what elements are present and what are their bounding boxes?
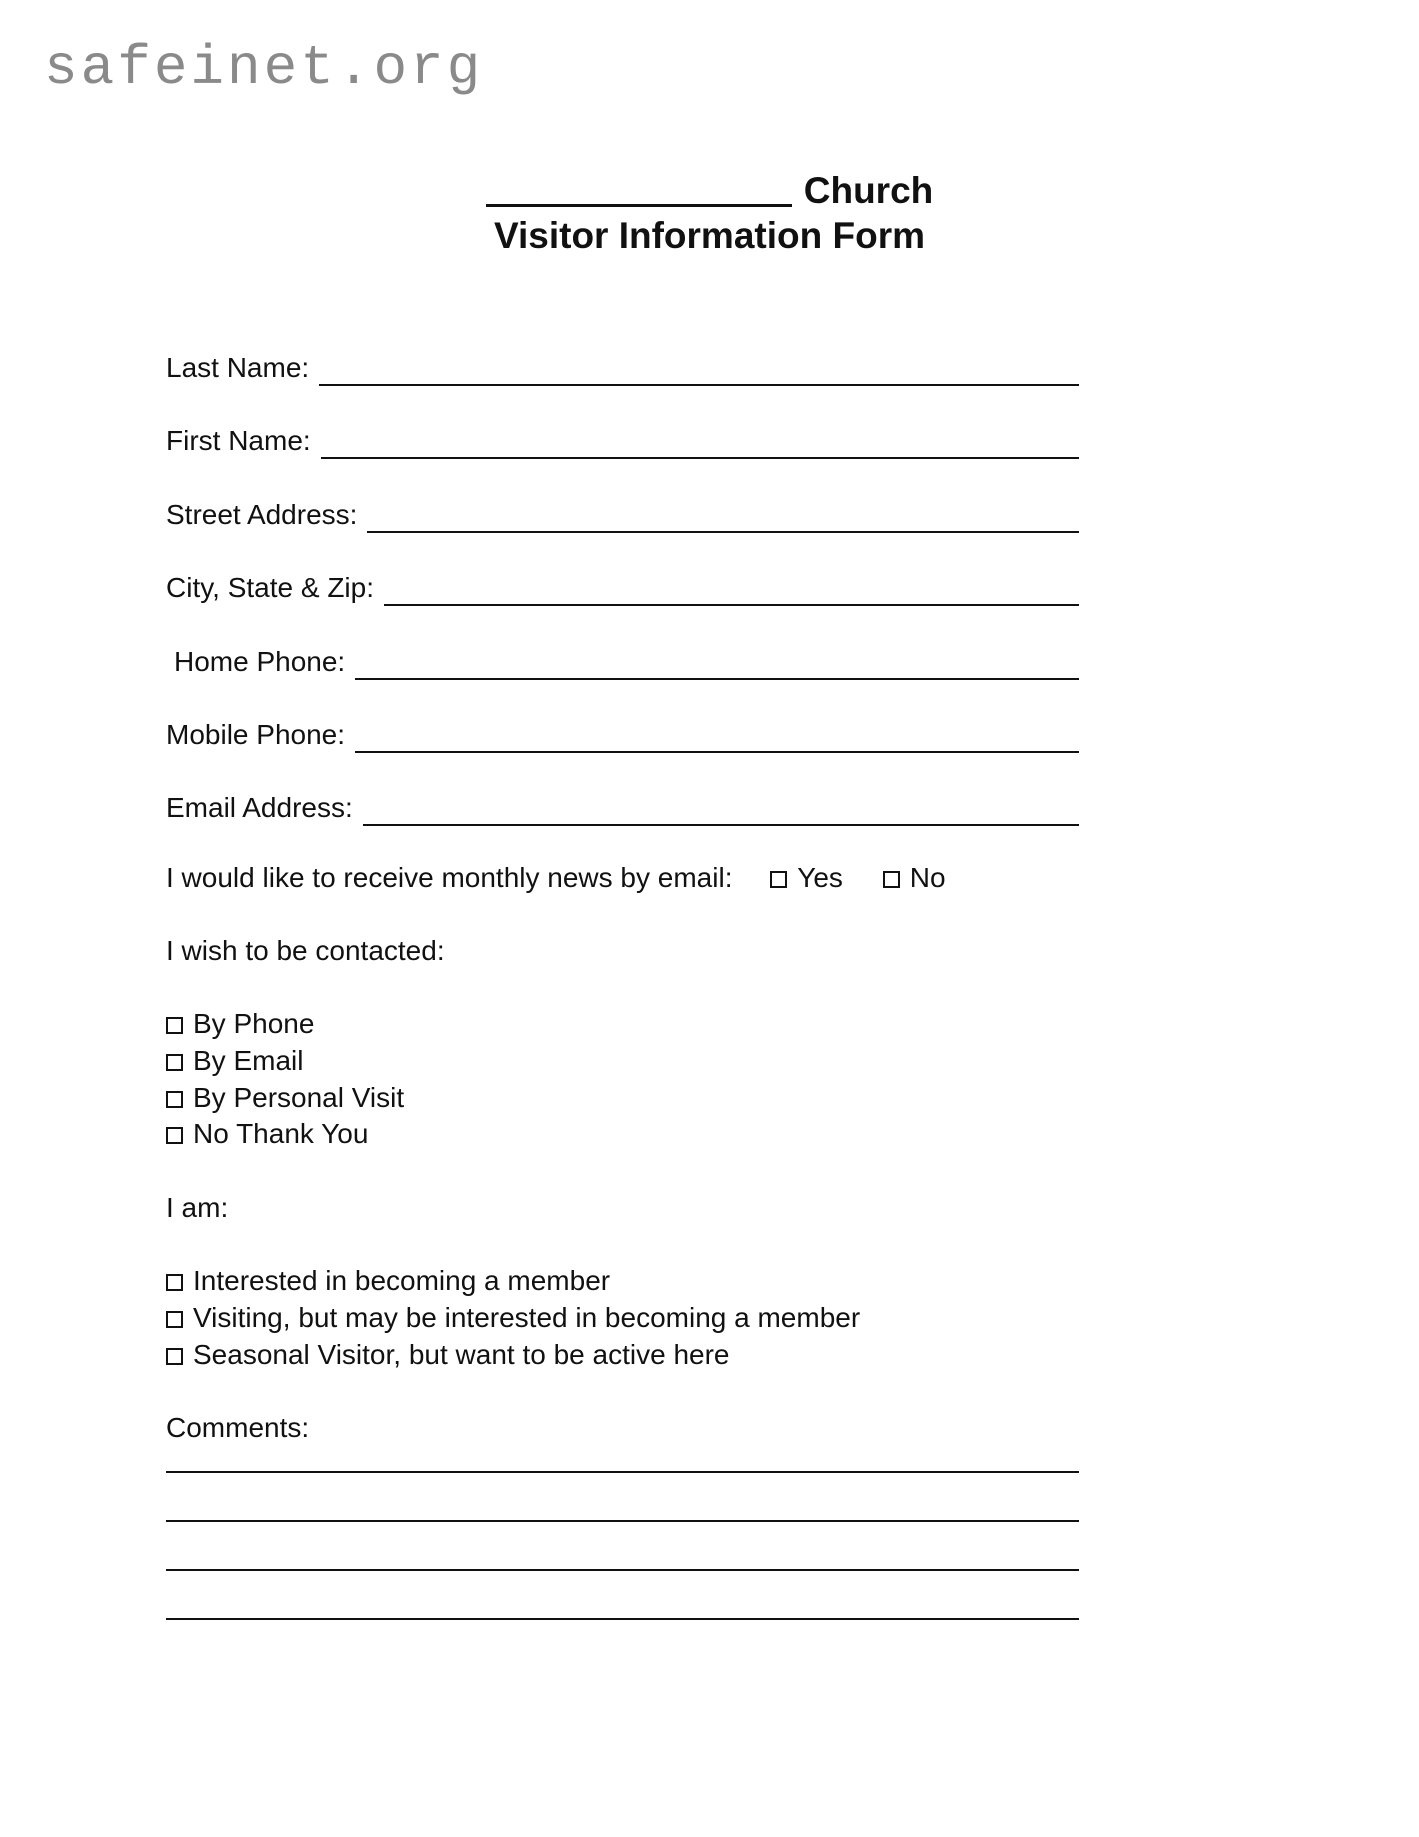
mobile-phone-input-line[interactable] <box>355 749 1079 753</box>
contact-option-email[interactable] <box>166 1047 303 1075</box>
newsletter-row <box>166 864 946 892</box>
street-address-field <box>166 489 1079 529</box>
status-option-interested[interactable] <box>166 1267 610 1295</box>
city-state-zip-field <box>166 562 1079 602</box>
home-phone-field <box>174 636 1079 676</box>
contact-option-none[interactable] <box>166 1120 368 1148</box>
mobile-phone-label: Mobile Phone: <box>166 719 346 750</box>
contact-phone-checkbox[interactable] <box>166 1017 183 1034</box>
watermark-text: safeinet.org <box>44 36 484 100</box>
last-name-label: Last Name: <box>166 352 310 383</box>
status-visiting-label: Visiting, but may be interested in becoming a member <box>193 1302 861 1333</box>
comment-line-1[interactable] <box>166 1471 1079 1473</box>
street-address-label: Street Address: <box>166 499 358 530</box>
status-seasonal-checkbox[interactable] <box>166 1348 183 1365</box>
contact-option-phone[interactable] <box>166 1010 314 1038</box>
last-name-field <box>166 342 1079 382</box>
status-visiting-checkbox[interactable] <box>166 1311 183 1328</box>
status-interested-label: Interested in becoming a member <box>193 1265 611 1296</box>
status-interested-checkbox[interactable] <box>166 1274 183 1291</box>
newsletter-no-option[interactable] <box>883 864 946 892</box>
newsletter-question: I would like to receive monthly news by email: <box>166 862 733 893</box>
first-name-input-line[interactable] <box>321 455 1079 459</box>
home-phone-input-line[interactable] <box>355 676 1079 680</box>
contact-phone-label: By Phone <box>193 1008 315 1039</box>
church-suffix: Church <box>803 170 934 211</box>
comment-line-3[interactable] <box>166 1569 1079 1571</box>
newsletter-yes-option[interactable] <box>770 864 843 892</box>
status-seasonal-label: Seasonal Visitor, but want to be active here <box>193 1339 730 1370</box>
first-name-label: First Name: <box>166 425 311 456</box>
contact-email-label: By Email <box>193 1045 304 1076</box>
contact-email-checkbox[interactable] <box>166 1054 183 1071</box>
email-address-label: Email Address: <box>166 792 353 823</box>
home-phone-label: Home Phone: <box>174 646 346 677</box>
status-option-seasonal[interactable] <box>166 1341 729 1369</box>
contact-option-visit[interactable] <box>166 1084 404 1112</box>
newsletter-yes-label: Yes <box>797 862 843 893</box>
church-title <box>0 168 1419 209</box>
contact-visit-checkbox[interactable] <box>166 1091 183 1108</box>
email-address-input-line[interactable] <box>363 822 1079 826</box>
comment-line-4[interactable] <box>166 1618 1079 1620</box>
status-question: I am: <box>166 1192 229 1223</box>
first-name-field <box>166 415 1079 455</box>
contact-question: I wish to be contacted: <box>166 935 445 966</box>
street-address-input-line[interactable] <box>367 529 1079 533</box>
city-state-zip-input-line[interactable] <box>384 602 1079 606</box>
comments-label: Comments: <box>166 1412 310 1443</box>
last-name-input-line[interactable] <box>319 382 1079 386</box>
email-address-field <box>166 782 1079 822</box>
city-state-zip-label: City, State & Zip: <box>166 572 374 603</box>
contact-none-label: No Thank You <box>193 1118 369 1149</box>
form-title: Visitor Information Form <box>493 215 925 256</box>
status-option-visiting[interactable] <box>166 1304 860 1332</box>
contact-visit-label: By Personal Visit <box>193 1082 405 1113</box>
contact-none-checkbox[interactable] <box>166 1127 183 1144</box>
church-name-blank[interactable] <box>486 168 792 207</box>
comment-line-2[interactable] <box>166 1520 1079 1522</box>
mobile-phone-field <box>166 709 1079 749</box>
newsletter-no-checkbox[interactable] <box>883 871 900 888</box>
newsletter-no-label: No <box>909 862 946 893</box>
newsletter-yes-checkbox[interactable] <box>770 871 787 888</box>
